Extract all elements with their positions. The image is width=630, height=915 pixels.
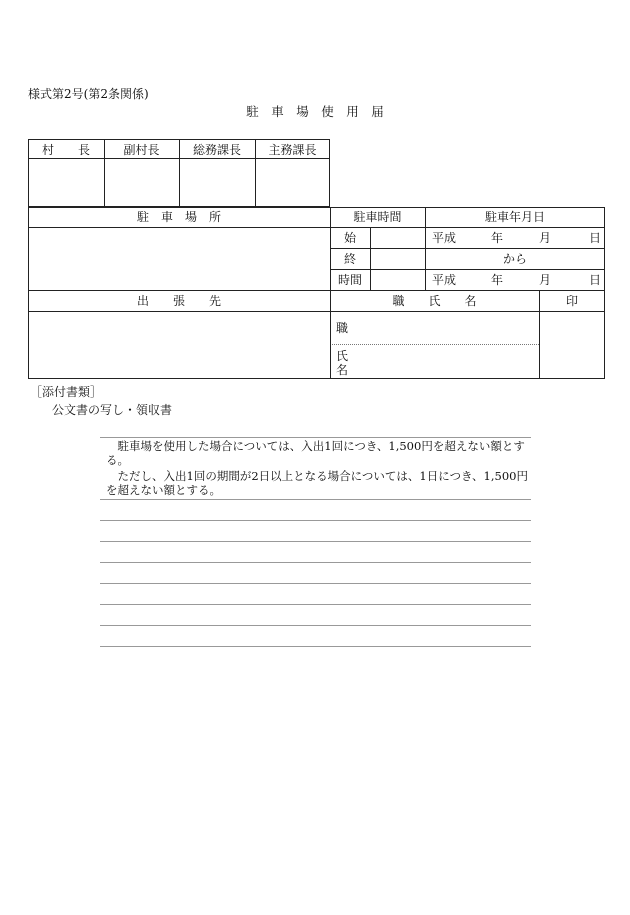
approval-stamp-box-deputy-mayor[interactable] bbox=[105, 159, 178, 206]
name-label-top: 氏 bbox=[336, 349, 349, 363]
end-date-era: 平成 bbox=[432, 273, 457, 287]
hours-label: 時間 bbox=[337, 273, 362, 287]
hours-field[interactable] bbox=[371, 270, 424, 289]
start-date-month-label: 月 bbox=[539, 231, 552, 245]
end-date-day-label: 日 bbox=[589, 273, 602, 287]
start-label: 始 bbox=[343, 231, 356, 245]
approval-stamp-box-mayor[interactable] bbox=[29, 159, 103, 206]
end-date-year-label: 年 bbox=[491, 273, 504, 287]
name-field[interactable] bbox=[352, 345, 538, 378]
attachments-header: ［添付書類］ bbox=[30, 385, 103, 399]
note-paragraph-2: ただし、入出1回の期間が2日以上となる場合については、1日につき、1,500円を超えない額とする。 bbox=[106, 469, 528, 497]
approval-header-general-affairs-chief: 総務課長 bbox=[192, 143, 241, 157]
destination-header: 出 張 先 bbox=[136, 294, 221, 308]
approval-header-deputy-mayor: 副村長 bbox=[123, 143, 160, 157]
destination-field[interactable] bbox=[29, 312, 329, 378]
end-date-month-label: 月 bbox=[539, 273, 552, 287]
start-time-field[interactable] bbox=[371, 228, 424, 247]
post-name-header: 職 氏 名 bbox=[392, 294, 477, 308]
approval-header-mayor: 村 長 bbox=[41, 143, 90, 157]
attachments-list: 公文書の写し・領収書 bbox=[52, 403, 173, 417]
from-label: から bbox=[502, 252, 527, 266]
start-date-year-label: 年 bbox=[491, 231, 504, 245]
end-label: 終 bbox=[343, 252, 356, 266]
document-title: 駐 車 場 使 用 届 bbox=[246, 104, 384, 119]
parking-place-field[interactable] bbox=[29, 228, 329, 289]
post-field[interactable] bbox=[352, 312, 538, 343]
post-label: 職 bbox=[336, 321, 349, 335]
approval-stamp-box-general-affairs-chief[interactable] bbox=[180, 159, 254, 206]
name-label-bottom: 名 bbox=[336, 363, 349, 377]
approval-stamp-box-responsible-chief[interactable] bbox=[256, 159, 329, 206]
parking-time-header: 駐車時間 bbox=[353, 210, 402, 224]
parking-place-header: 駐 車 場 所 bbox=[136, 210, 221, 224]
seal-header: 印 bbox=[565, 294, 578, 308]
end-time-field[interactable] bbox=[371, 249, 424, 268]
seal-box[interactable] bbox=[540, 312, 604, 378]
start-date-day-label: 日 bbox=[589, 231, 602, 245]
form-number-label: 様式第2号(第2条関係) bbox=[28, 87, 149, 101]
parking-date-header: 駐車年月日 bbox=[484, 210, 545, 224]
start-date-era: 平成 bbox=[432, 231, 457, 245]
approval-header-responsible-chief: 主務課長 bbox=[268, 143, 317, 157]
note-paragraph-1: 駐車場を使用した場合については、入出1回につき、1,500円を超えない額とする。 bbox=[106, 439, 525, 467]
